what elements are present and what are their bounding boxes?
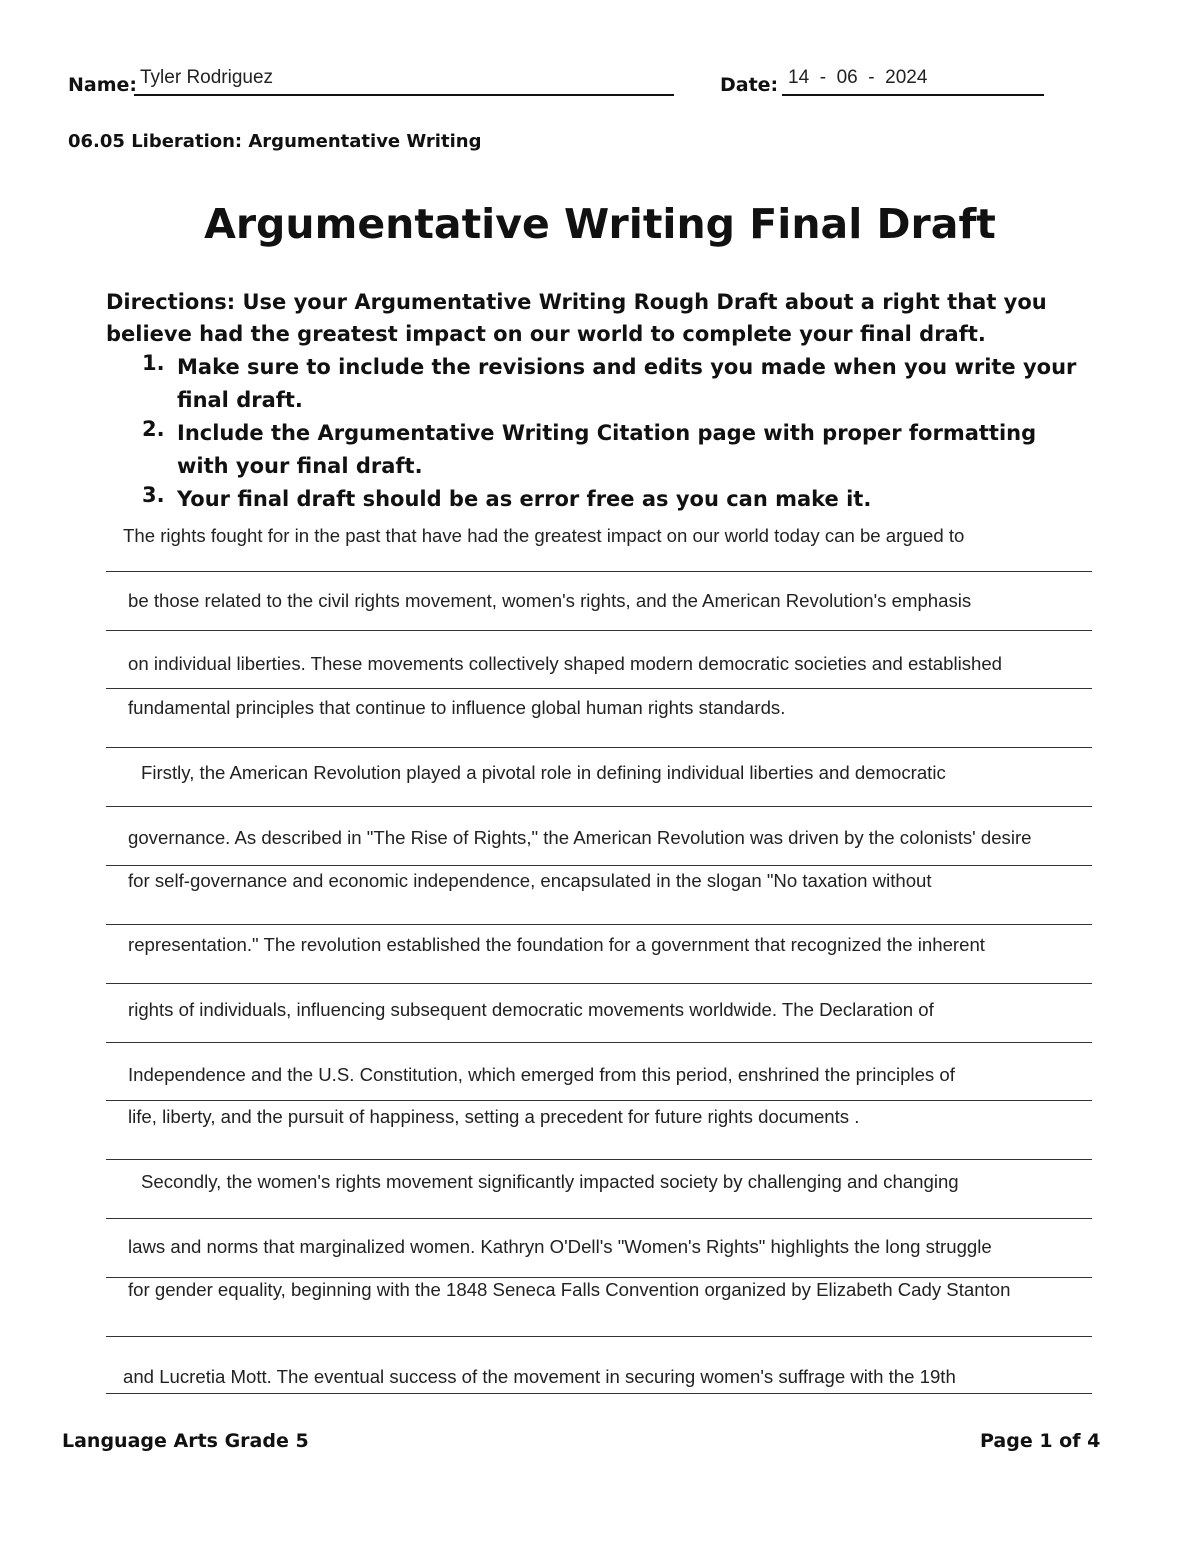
- essay-line: Firstly, the American Revolution played a pivotal role in defining individual liberties and democratic: [141, 762, 946, 783]
- essay-line: fundamental principles that continue to influence global human rights standards.: [128, 697, 786, 718]
- directions-line-2: believe had the greatest impact on our world to complete your final draft.: [106, 322, 986, 346]
- essay-line: The rights fought for in the past that have had the greatest impact on our world today can be argued to: [123, 525, 965, 546]
- direction-item-text: Include the Argumentative Writing Citation page with proper formatting: [177, 421, 1037, 445]
- writing-line: [106, 571, 1092, 572]
- directions-line-1: Directions: Use your Argumentative Writing Rough Draft about a right that you: [106, 290, 1047, 314]
- writing-line: [106, 1277, 1092, 1278]
- essay-line: Secondly, the women's rights movement significantly impacted society by challenging and changing: [141, 1171, 959, 1192]
- name-value: Tyler Rodriguez: [140, 67, 274, 88]
- footer-course: Language Arts Grade 5: [62, 1430, 309, 1452]
- direction-item-text: final draft.: [177, 388, 303, 412]
- essay-line: rights of individuals, influencing subsequent democratic movements worldwide. The Declaration of: [128, 999, 934, 1020]
- direction-item-number: 2.: [142, 417, 165, 441]
- date-value: 14 - 06 - 2024: [788, 67, 928, 88]
- writing-line: [106, 1159, 1092, 1160]
- date-field[interactable]: [782, 67, 1044, 96]
- writing-line: [106, 1393, 1092, 1394]
- writing-line: [106, 924, 1092, 925]
- name-field[interactable]: [134, 67, 674, 96]
- direction-item-text: Make sure to include the revisions and edits you made when you write your: [177, 355, 1077, 379]
- page-number: Page 1 of 4: [980, 1430, 1101, 1452]
- essay-line: laws and norms that marginalized women. Kathryn O'Dell's "Women's Rights" highlights the long struggle: [128, 1236, 992, 1257]
- writing-line: [106, 1042, 1092, 1043]
- essay-line: for self-governance and economic independence, encapsulated in the slogan "No taxation without: [128, 870, 932, 891]
- date-label: Date:: [720, 74, 779, 96]
- essay-line: representation." The revolution established the foundation for a government that recognized the inherent: [128, 934, 985, 955]
- writing-line: [106, 865, 1092, 866]
- page-title: Argumentative Writing Final Draft: [204, 200, 996, 248]
- essay-line: be those related to the civil rights movement, women's rights, and the American Revolution's emphasis: [128, 590, 972, 611]
- writing-line: [106, 688, 1092, 689]
- writing-line: [106, 806, 1092, 807]
- writing-line: [106, 1218, 1092, 1219]
- essay-line: for gender equality, beginning with the 1848 Seneca Falls Convention organized by Elizabeth Cady Stanton: [128, 1279, 1011, 1300]
- direction-item-text: with your final draft.: [177, 454, 423, 478]
- writing-line: [106, 1336, 1092, 1337]
- writing-line: [106, 630, 1092, 631]
- essay-line: governance. As described in "The Rise of Rights," the American Revolution was driven by the colonists' desire: [128, 827, 1032, 848]
- essay-line: on individual liberties. These movements collectively shaped modern democratic societies and established: [128, 653, 1003, 674]
- direction-item-number: 3.: [142, 483, 165, 507]
- course-subtitle: 06.05 Liberation: Argumentative Writing: [68, 131, 482, 152]
- name-label: Name:: [68, 74, 138, 96]
- writing-line: [106, 983, 1092, 984]
- direction-item-text: Your final draft should be as error free as you can make it.: [177, 487, 872, 511]
- writing-line: [106, 1100, 1092, 1101]
- direction-item-number: 1.: [142, 351, 165, 375]
- essay-line: Independence and the U.S. Constitution, which emerged from this period, enshrined the principles of: [128, 1064, 955, 1085]
- writing-line: [106, 747, 1092, 748]
- essay-line: life, liberty, and the pursuit of happiness, setting a precedent for future rights documents .: [128, 1106, 860, 1127]
- essay-line: and Lucretia Mott. The eventual success of the movement in securing women's suffrage with the 19th: [123, 1366, 956, 1387]
